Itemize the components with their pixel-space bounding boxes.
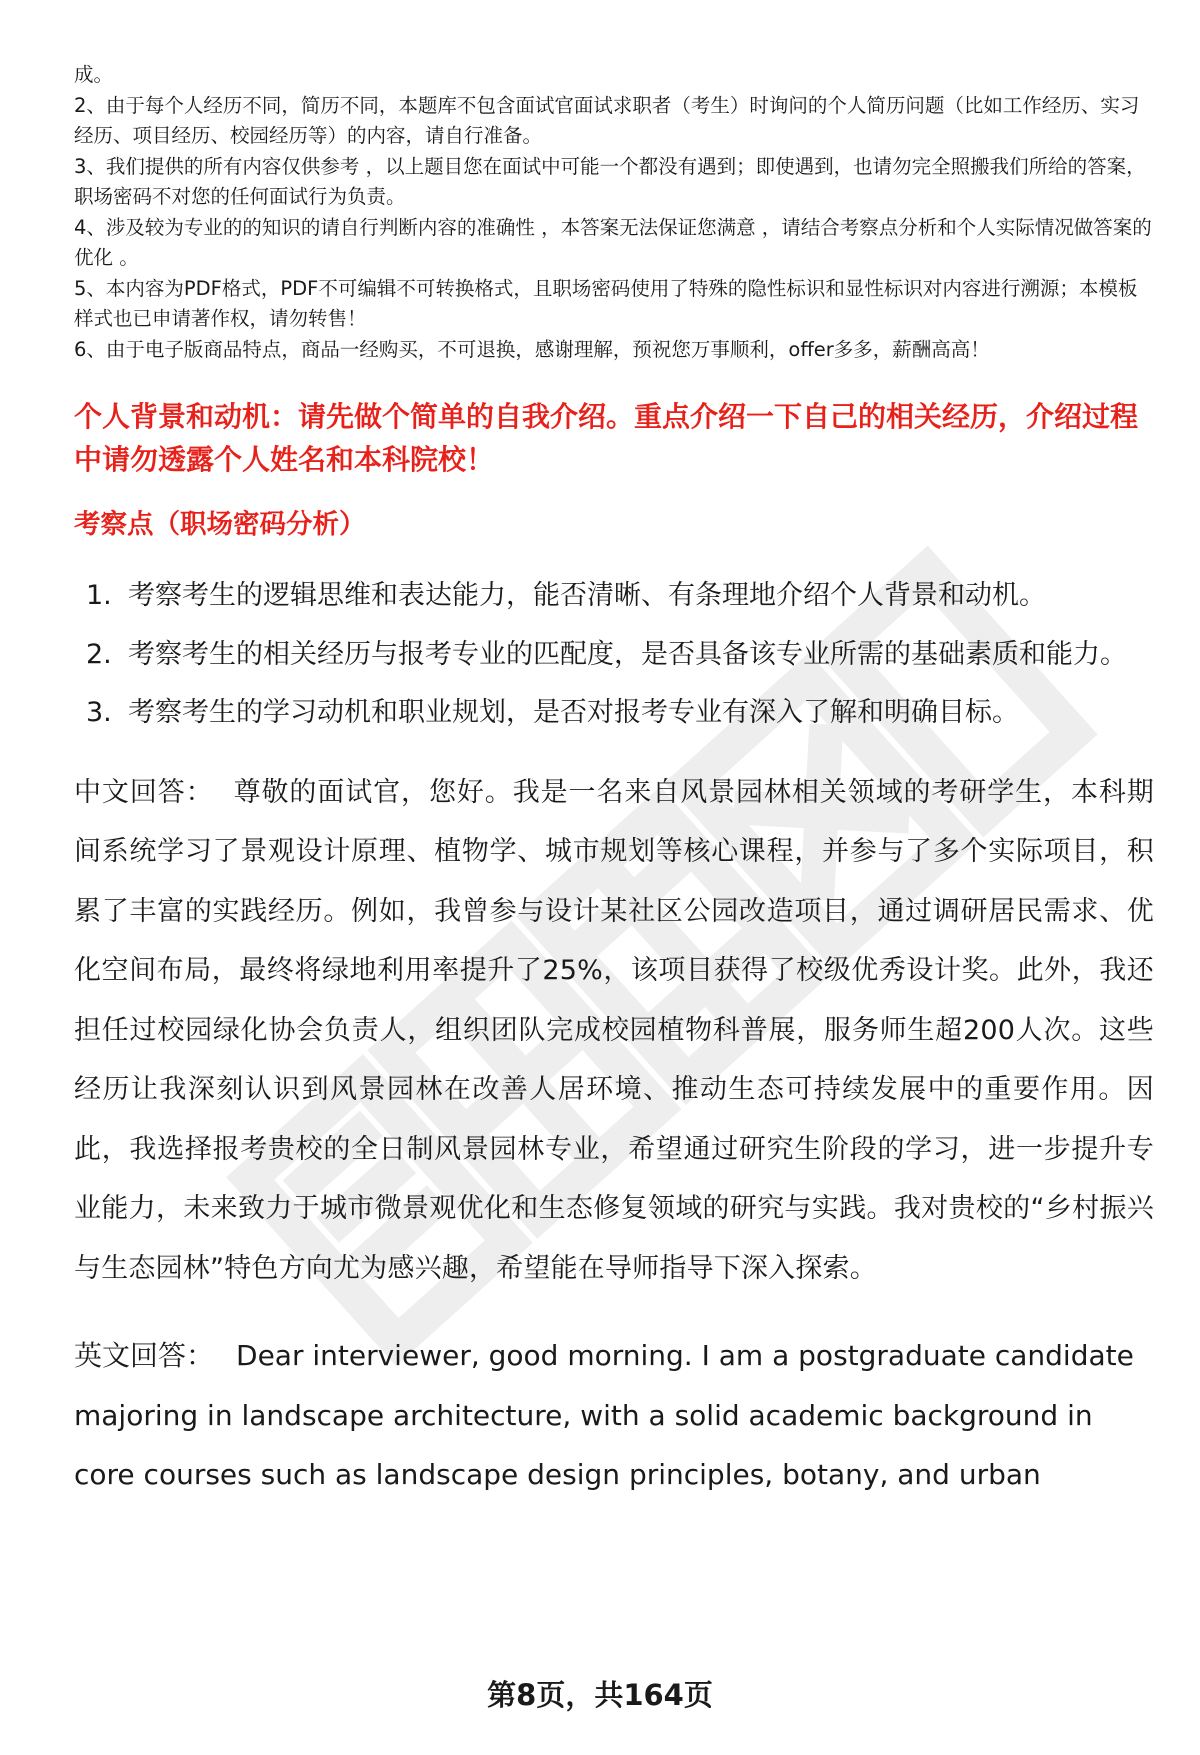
analysis-heading: 考察点（职场密码分析） — [74, 509, 366, 540]
point-text: 考察考生的相关经历与报考专业的匹配度，是否具备该专业所需的基础素质和能力。 — [128, 638, 1127, 670]
note-item: 5、本内容为PDF格式，PDF不可编辑不可转换格式，且职场密码使用了特殊的隐性标识和显性标识对内容进行溯源；本模板样式也已申请著作权，请勿转售！ — [74, 276, 1138, 330]
chinese-answer-text: 尊敬的面试官，您好。我是一名来自风景园林相关领域的考研学生，本科期间系统学习了景观设计原理、植物学、城市规划等核心课程，并参与了多个实际项目，积累了丰富的实践经历。例如，我曾参与设计某社区公园改造项目，通过调研居民需求、优化空间布局，最终将绿地利用率提升了25%，该项目获得了校级优秀设计奖。此外，我还担任过校园绿化协会负责人，组织团队完成校园植物科普展，服务师生超200人次。这些经历让我深刻认识到风景园林在改善人居环境、推动生态可持续发展中的重要作用。因此，我选择报考贵校的全日制风景园林专业，希望通过研究生阶段的学习，进一步提升专业能力，未来致力于城市微景观优化和生态修复领域的研究与实践。我对贵校的“乡村振兴与生态园林”特色方向尤为感兴趣，希望能在导师指导下深入探索。 — [74, 776, 1155, 1284]
page-number: 第8页，共164页 — [487, 1678, 713, 1712]
page-content — [74, 60, 1154, 1505]
disclaimer-notes — [74, 60, 1154, 365]
point-text: 考察考生的逻辑思维和表达能力，能否清晰、有条理地介绍个人背景和动机。 — [128, 580, 1046, 611]
analysis-points — [74, 567, 1154, 743]
note-item: 成。 — [74, 63, 114, 86]
point-text: 考察考生的学习动机和职业规划，是否对报考专业有深入了解和明确目标。 — [128, 697, 1019, 728]
analysis-point — [74, 626, 1154, 685]
note-item: 4、涉及较为专业的的知识的请自行判断内容的准确性 ，本答案无法保证您满意 ，请结合考察点分析和个人实际情况做答案的优化 。 — [74, 215, 1152, 269]
point-number: 1. — [86, 580, 112, 611]
note-item: 2、由于每个人经历不同，简历不同，本题库不包含面试官面试求职者（考生）时询问的个人简历问题（比如工作经历、实习经历、项目经历、校园经历等）的内容，请自行准备。 — [74, 93, 1140, 147]
point-number: 2. — [86, 638, 112, 670]
english-answer — [74, 1326, 1154, 1505]
analysis-point — [74, 684, 1154, 743]
english-answer-text: Dear interviewer, good morning. I am a postgraduate candidate majoring in landscape architecture, with a solid academic background in core courses such as landscape design principles, botany, and urban — [74, 1339, 1134, 1491]
analysis-point — [74, 567, 1154, 626]
note-item: 6、由于电子版商品特点，商品一经购买，不可退换，感谢理解，预祝您万事顺利，offer多多，薪酬高高！ — [74, 337, 990, 361]
note-item: 3、我们提供的所有内容仅供参考 ，以上题目您在面试中可能一个都没有遇到；即使遇到，也请勿完全照搬我们所给的答案，职场密码不对您的任何面试行为负责。 — [74, 154, 1146, 208]
interview-question: 个人背景和动机：请先做个简单的自我介绍。重点介绍一下自己的相关经历，介绍过程中请勿透露个人姓名和本科院校！ — [74, 400, 1139, 476]
point-number: 3. — [86, 697, 112, 728]
chinese-answer — [74, 763, 1154, 1299]
english-answer-label: 英文回答： — [74, 1339, 215, 1372]
chinese-answer-label: 中文回答： — [74, 776, 214, 808]
